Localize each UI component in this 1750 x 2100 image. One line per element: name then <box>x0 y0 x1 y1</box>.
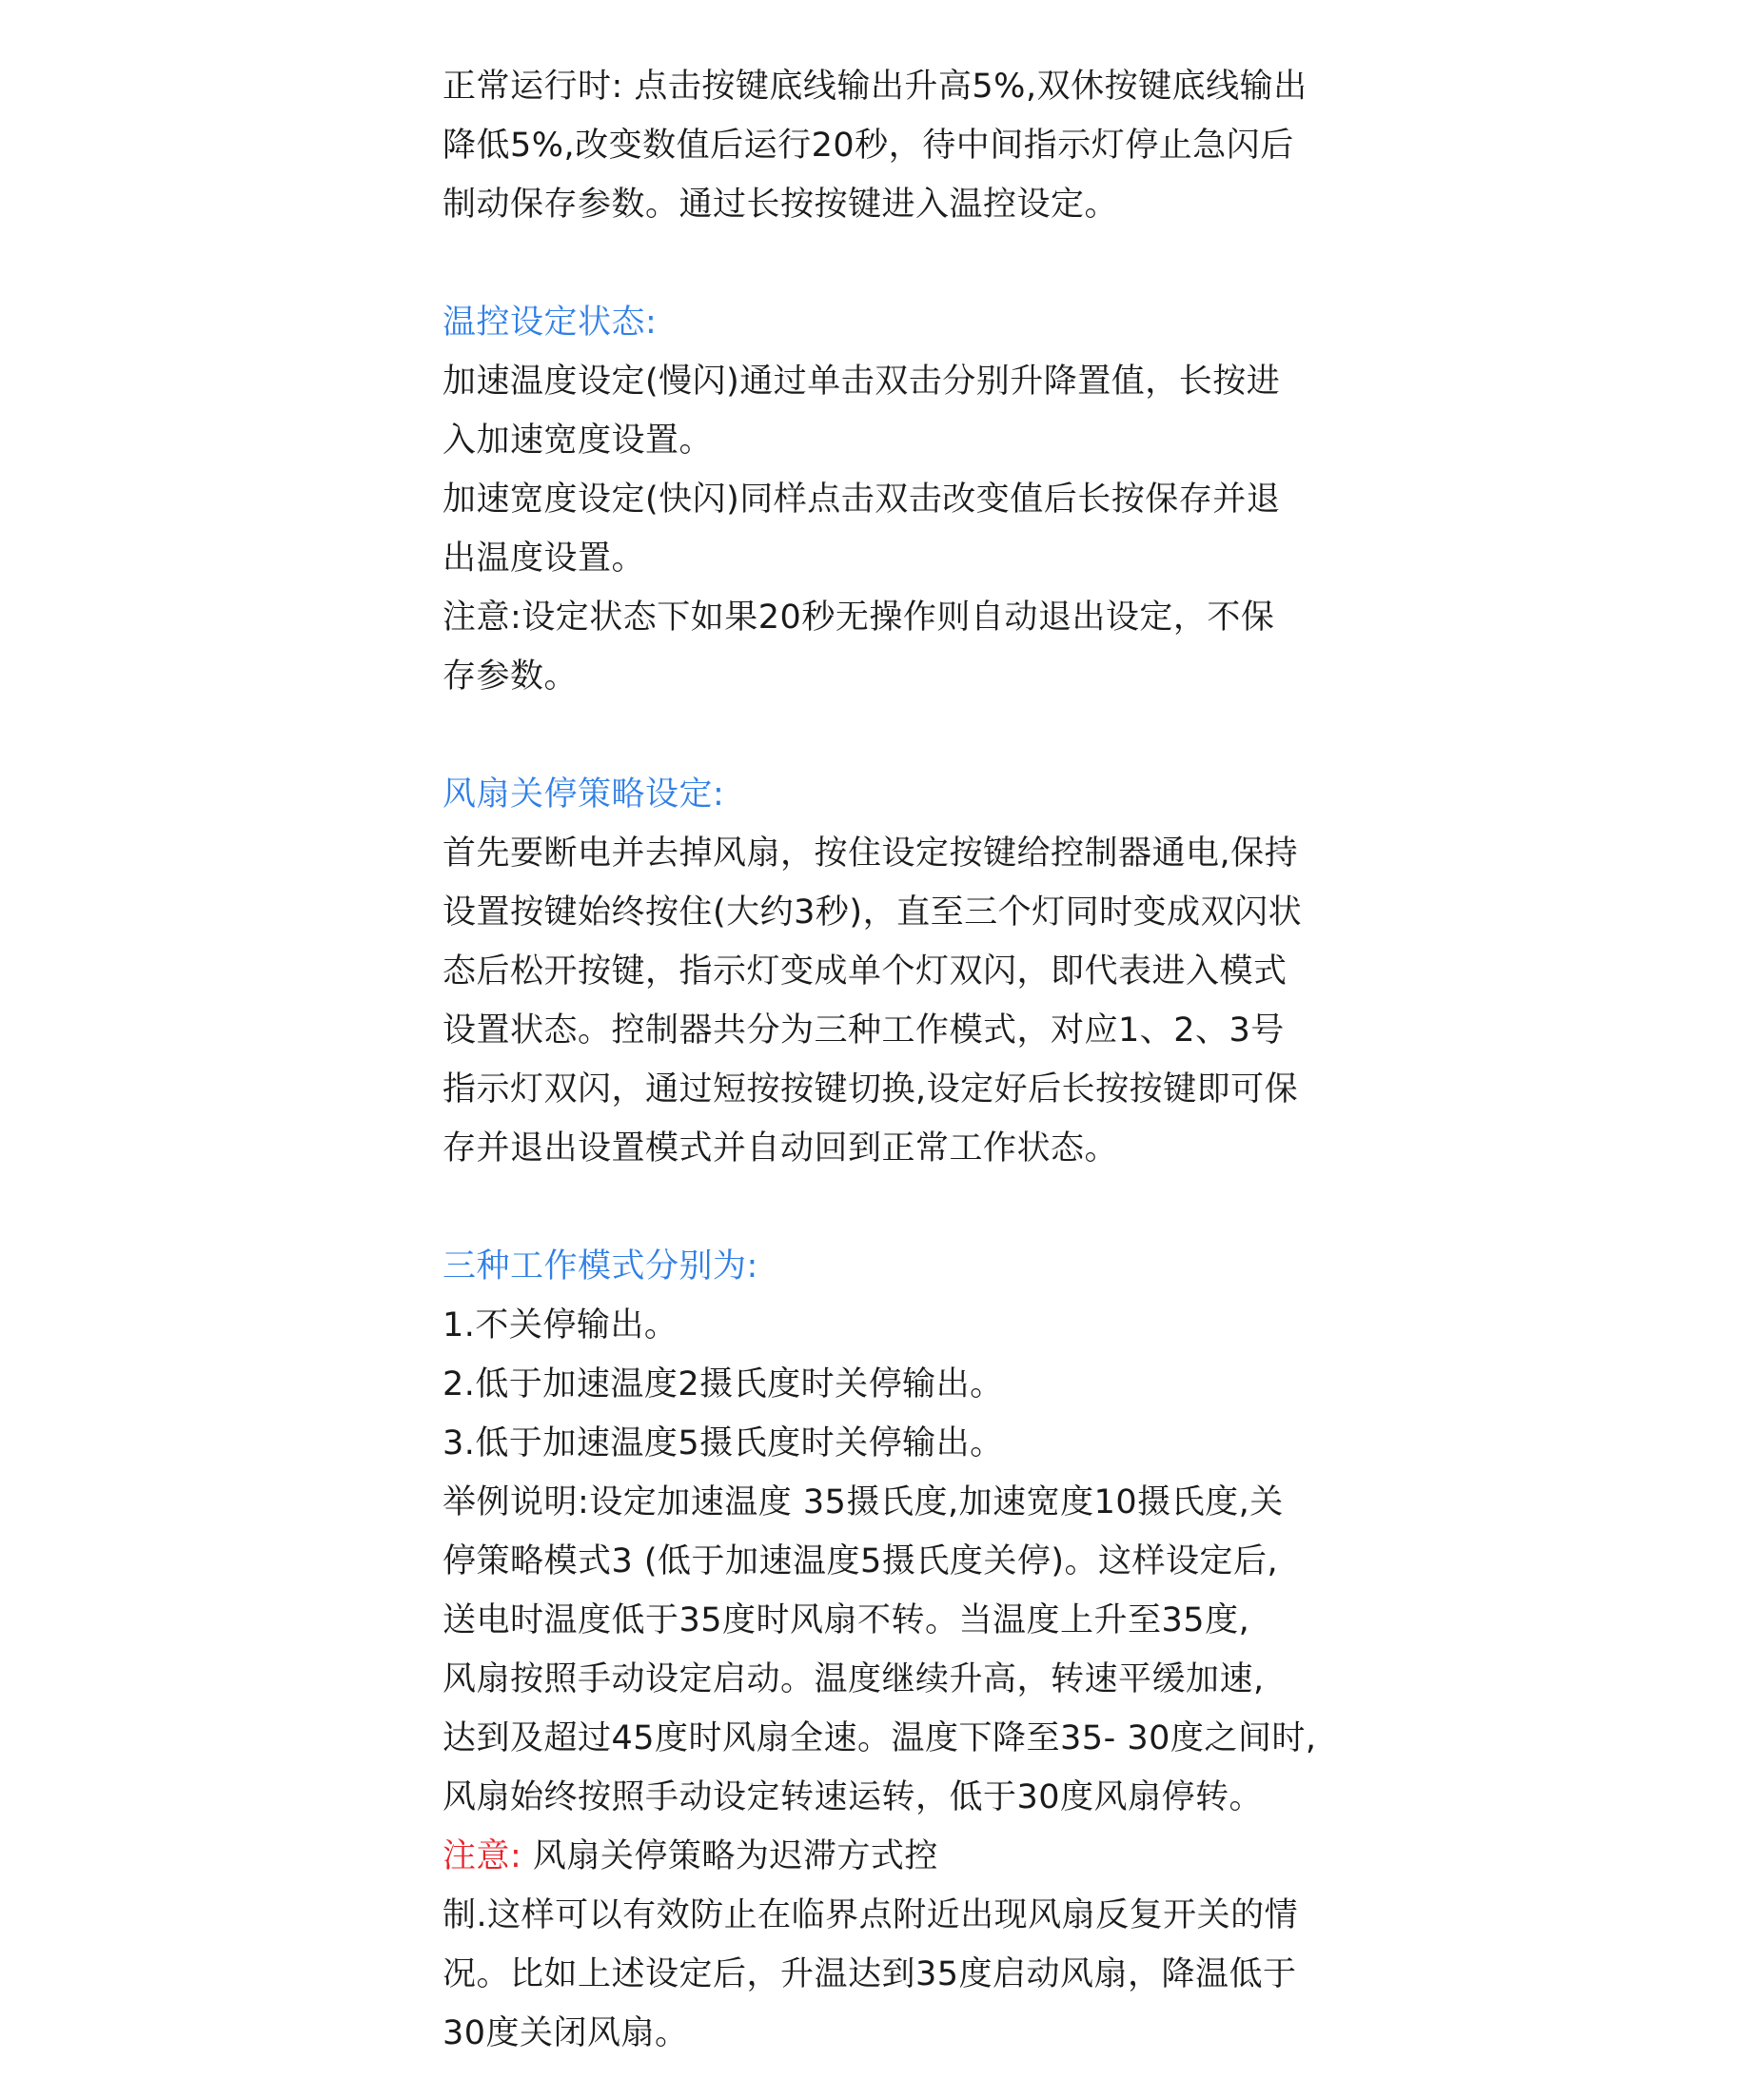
work-modes-line: 风扇按照手动设定启动。温度继续升高，转速平缓加速, <box>442 1660 1265 1698</box>
intro-line: 降低5%,改变数值后运行20秒，待中间指示灯停止急闪后 <box>442 127 1294 165</box>
fan-strategy-section <box>442 765 1337 1178</box>
work-modes-heading: 三种工作模式分别为: <box>442 1247 758 1286</box>
work-modes-line: 送电时温度低于35度时风扇不转。当温度上升至35度, <box>442 1601 1250 1639</box>
work-modes-section <box>442 1237 1337 2063</box>
fan-strategy-line: 设置状态。控制器共分为三种工作模式，对应1、2、3号 <box>442 1011 1285 1050</box>
note-text: 风扇关停策略为迟滞方式控 <box>521 1837 938 1875</box>
work-modes-line: 举例说明:设定加速温度 35摄氏度,加速宽度10摄氏度,关 <box>442 1483 1284 1521</box>
note-line: 况。比如上述设定后，升温达到35度启动风扇，降温低于 <box>442 1955 1297 1993</box>
document-page <box>442 57 1337 2063</box>
fan-strategy-line: 存并退出设置模式并自动回到正常工作状态。 <box>442 1129 1119 1168</box>
intro-line: 制动保存参数。通过长按按键进入温控设定。 <box>442 186 1119 224</box>
intro-section <box>442 57 1337 234</box>
work-modes-line: 停策略模式3 (低于加速温度5摄氏度关停)。这样设定后, <box>442 1542 1279 1580</box>
work-modes-line: 3.低于加速温度5摄氏度时关停输出。 <box>442 1424 1004 1462</box>
temp-setting-line: 入加速宽度设置。 <box>442 422 714 460</box>
note-line <box>442 1827 1337 1886</box>
fan-strategy-line: 指示灯双闪，通过短按按键切换,设定好后长按按键即可保 <box>442 1070 1299 1109</box>
work-modes-line: 达到及超过45度时风扇全速。温度下降至35- 30度之间时, <box>442 1719 1317 1757</box>
temp-setting-section <box>442 293 1337 706</box>
temp-setting-line: 出温度设置。 <box>442 540 646 578</box>
temp-setting-line: 加速宽度设定(快闪)同样点击双击改变值后长按保存并退 <box>442 481 1281 519</box>
note-label: 注意: <box>442 1837 522 1875</box>
fan-strategy-heading: 风扇关停策略设定: <box>442 775 725 814</box>
work-modes-line: 风扇始终按照手动设定转速运转，低于30度风扇停转。 <box>442 1778 1264 1816</box>
temp-setting-heading: 温控设定状态: <box>442 304 658 342</box>
fan-strategy-line: 设置按键始终按住(大约3秒)，直至三个灯同时变成双闪状 <box>442 893 1303 932</box>
work-modes-line: 1.不关停输出。 <box>442 1306 678 1344</box>
fan-strategy-line: 态后松开按键，指示灯变成单个灯双闪，即代表进入模式 <box>442 952 1288 991</box>
note-line: 制.这样可以有效防止在临界点附近出现风扇反复开关的情 <box>442 1896 1299 1934</box>
temp-setting-line: 注意:设定状态下如果20秒无操作则自动退出设定，不保 <box>442 599 1275 637</box>
note-line: 30度关闭风扇。 <box>442 2014 689 2052</box>
intro-line: 正常运行时: 点击按键底线输出升高5%,双休按键底线输出 <box>442 68 1308 106</box>
work-modes-line: 2.低于加速温度2摄氏度时关停输出。 <box>442 1365 1004 1403</box>
fan-strategy-line: 首先要断电并去掉风扇，按住设定按键给控制器通电,保持 <box>442 834 1299 873</box>
temp-setting-line: 加速温度设定(慢闪)通过单击双击分别升降置值，长按进 <box>442 363 1281 401</box>
temp-setting-line: 存参数。 <box>442 657 579 696</box>
